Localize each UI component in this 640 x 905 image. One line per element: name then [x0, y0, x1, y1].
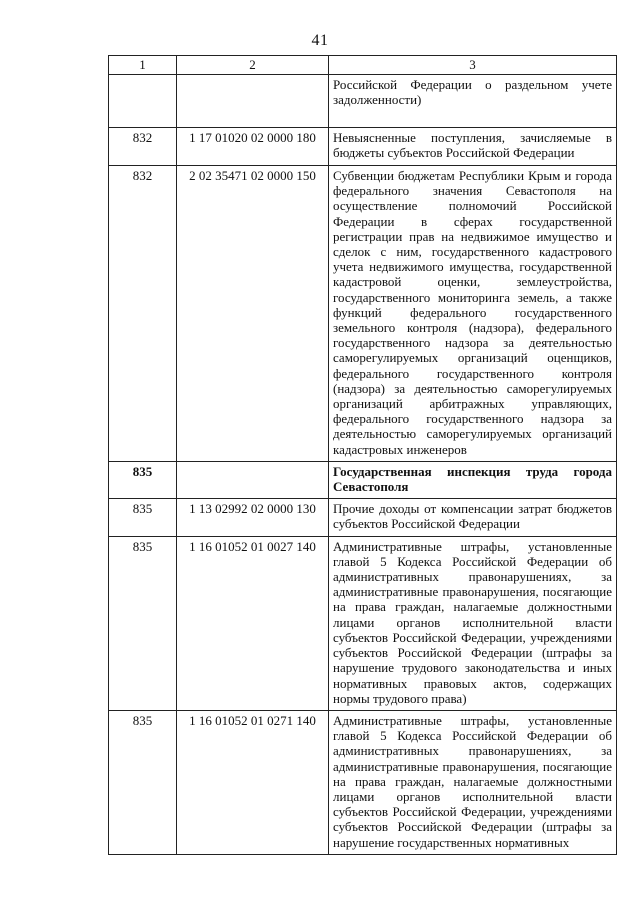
admin-code-cell: 832	[109, 128, 177, 166]
admin-code-cell: 835	[109, 710, 177, 854]
budget-code-cell	[177, 461, 329, 498]
column-header-kbk: 2	[177, 56, 329, 75]
budget-code-cell: 2 02 35471 02 0000 150	[177, 166, 329, 462]
revenue-name-cell: Субвенции бюджетам Республики Крым и города федерального значения Севастополя на осуществление полномочий Российской Федерации в сферах государственной регистрации прав на недвижимое имущество и сделок с ним, государственного кадастрового учета недвижимого имущества, государственной кадастровой оценки, землеустройства, государственного мониторинга земель, а также функций федерального государственного земельного контроля (надзора), федерального государственного надзора за деятельностью саморегулируемых организаций оценщиков, федерального государственного контроля (надзора) за деятельностью саморегулируемых организаций арбитражных управляющих, федерального государственного надзора за деятельностью саморегулируемых организаций кадастровых инженеров	[329, 166, 617, 462]
table-row	[109, 166, 617, 462]
budget-code-cell: 1 16 01052 01 0271 140	[177, 710, 329, 854]
table-row	[109, 128, 617, 166]
section-heading-cell: Государственная инспекция труда города Севастополя	[329, 461, 617, 498]
table-row	[109, 75, 617, 128]
admin-code-cell: 835	[109, 461, 177, 498]
table-row	[109, 536, 617, 710]
column-header-admin: 1	[109, 56, 177, 75]
revenue-name-cell: Невыясненные поступления, зачисляемые в бюджеты субъектов Российской Федерации	[329, 128, 617, 166]
admin-code-cell: 835	[109, 499, 177, 536]
budget-code-cell: 1 17 01020 02 0000 180	[177, 128, 329, 166]
revenue-name-cell: Административные штрафы, установленные главой 5 Кодекса Российской Федерации об административных правонарушениях, за административные правонарушения, посягающие на права граждан, налагаемые должностными лицами органов исполнительной власти субъектов Российской Федерации, учреждениями субъектов Российской Федерации (штрафы за нарушение государственных нормативных	[329, 710, 617, 854]
page-number: 41	[311, 32, 329, 49]
budget-code-cell	[177, 75, 329, 128]
budget-code-cell: 1 13 02992 02 0000 130	[177, 499, 329, 536]
admin-code-cell: 832	[109, 166, 177, 462]
column-header-name: 3	[329, 56, 617, 75]
table-row-section-heading	[109, 461, 617, 498]
revenue-name-cell: Российской Федерации о раздельном учете задолженности)	[329, 75, 617, 128]
table-row	[109, 710, 617, 854]
table-row	[109, 499, 617, 536]
revenue-codes-table	[108, 55, 617, 855]
revenue-name-cell: Административные штрафы, установленные главой 5 Кодекса Российской Федерации об административных правонарушениях, за административные правонарушения, посягающие на права граждан, налагаемые должностными лицами органов исполнительной власти субъектов Российской Федерации, учреждениями субъектов Российской Федерации (штрафы за нарушение трудового законодательства и иных нормативных правовых актов, содержащих нормы трудового права)	[329, 536, 617, 710]
budget-code-cell: 1 16 01052 01 0027 140	[177, 536, 329, 710]
admin-code-cell: 835	[109, 536, 177, 710]
admin-code-cell	[109, 75, 177, 128]
table-header-row	[109, 56, 617, 75]
revenue-name-cell: Прочие доходы от компенсации затрат бюджетов субъектов Российской Федерации	[329, 499, 617, 536]
